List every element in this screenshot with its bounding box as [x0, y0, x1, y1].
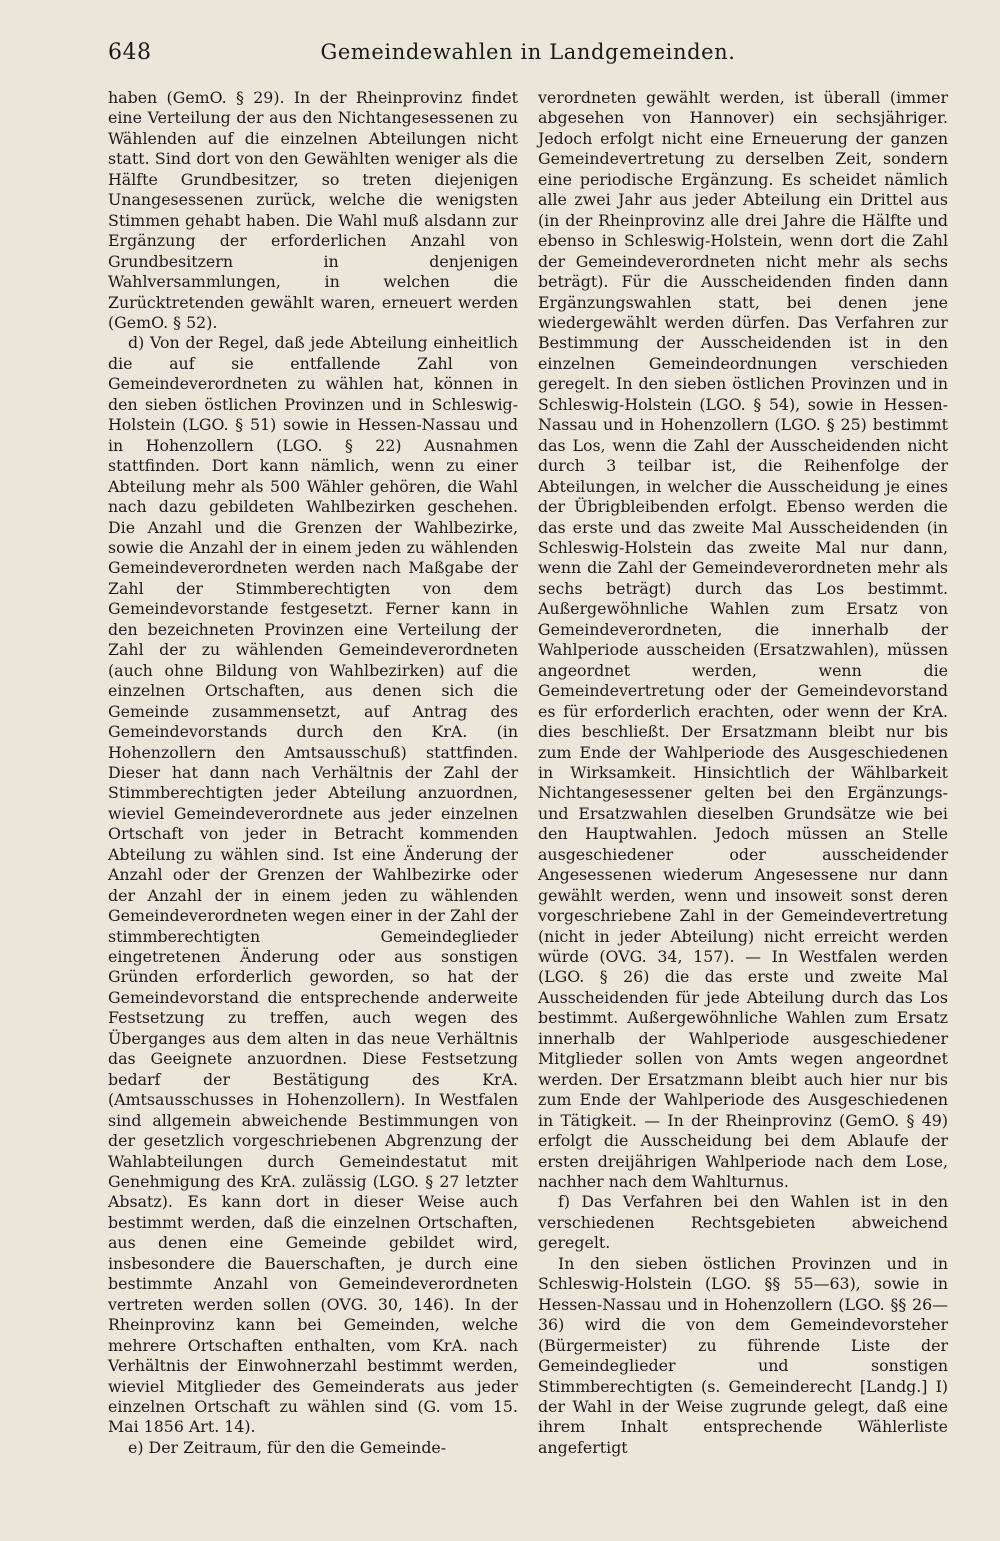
left-paragraph-e: e) Der Zeitraum, für den die Gemeinde-	[128, 1437, 447, 1457]
right-paragraph-1: verordneten gewählt werden, ist überall (immer abgesehen von Hannover) ein sechsjähriger. Jedoch erfolgt nicht eine Erneuerung der ganzen Gemeindevertretung zu derselben Zeit, sondern eine periodische Ergänzung. Es scheidet nämlich alle zwei Jahr aus jeder Abteilung ein Drittel aus (in der Rheinprovinz alle drei Jahre die Hälfte und ebenso in Schleswig-Holstein, wenn dort die Zahl der Gemeindeverordneten nicht mehr als sechs beträgt). Für die Ausscheidenden finden dann Ergänzungswahlen statt, bei denen jene wiedergewählt werden dürfen. Das Verfahren zur Bestimmung der Ausscheidenden ist in den einzelnen Gemeindeordnungen verschieden geregelt. In den sieben östlichen Provinzen und in Schleswig-Holstein (LGO. § 54), sowie in Hessen-Nassau und in Hohenzollern (LGO. § 25) bestimmt das Los, wenn die Zahl der Ausscheidenden nicht durch 3 teilbar ist, die Reihenfolge der Abteilungen, in welcher die Ausscheidung je eines der Übrigbleibenden erfolgt. Ebenso werden die das erste und das zweite Mal Ausscheidenden (in Schleswig-Holstein das zweite Mal nur dann, wenn die Zahl der Gemeindeverordneten mehr als sechs beträgt) durch das Los bestimmt. Außergewöhnliche Wahlen zum Ersatz von Gemeindeverordneten, die innerhalb der Wahlperiode ausscheiden (Ersatzwahlen), müssen angeordnet werden, wenn die Gemeindevertretung oder der Gemeindevorstand es für erforderlich erachten, oder wenn der KrA. dies beschließt. Der Ersatzmann bleibt nur bis zum Ende der Wahlperiode des Ausgeschiedenen in Wirksamkeit. Hinsichtlich der Wählbarkeit Nichtangesessener gelten bei den Ergänzungs- und Ersatzwahlen dieselben Grundsätze wie bei den Hauptwahlen. Jedoch müssen an Stelle ausgeschiedener oder ausscheidender Angesessenen wiederum Angesessene nur dann gewählt werden, wenn und insoweit sonst deren vorgeschriebene Zahl in der Gemeindevertretung (nicht in jeder Abteilung) nicht erreicht werden würde (OVG. 34, 157). — In Westfalen werden (LGO. § 26) die das erste und zweite Mal Ausscheidenden für jede Abteilung durch das Los bestimmt. Außergewöhnliche Wahlen zum Ersatz innerhalb der Wahlperiode ausgeschiedener Mitglieder sollen von Amts wegen angeordnet werden. Der Ersatzmann bleibt auch hier nur bis zum Ende der Wahlperiode des Ausgeschiedenen in Tätigkeit. — In der Rheinprovinz (GemO. § 49) erfolgt die Ausscheidung bei dem Ablaufe der ersten dreijährigen Wahlperiode nach dem Lose, nachher nach dem Wahlturnus.	[538, 88, 948, 1192]
running-title: Gemeindewahlen in Landgemeinden.	[320, 40, 736, 64]
page-number: 648	[108, 40, 152, 65]
left-paragraph-1: haben (GemO. § 29). In der Rheinprovinz findet eine Verteilung der aus den Nichtangesessenen zu Wählenden auf die einzelnen Abteilungen nicht statt. Sind dort von den Gewählten weniger als die Hälfte Grundbesitzer, so treten diejenigen Unangesessenen zurück, welche die wenigsten Stimmen gehabt haben. Die Wahl muß alsdann zur Ergänzung der erforderlichen Anzahl von Grundbesitzern in denjenigen Wahlversammlungen, in welchen die Zurücktretenden gewählt waren, erneuert werden (GemO. § 52).	[108, 88, 518, 332]
page-header	[108, 40, 948, 74]
right-column	[538, 88, 948, 1458]
left-paragraph-d: d) Von der Regel, daß jede Abteilung einheitlich die auf sie entfallende Zahl von Gemeindeverordneten zu wählen hat, können in den sieben östlichen Provinzen und in Schleswig-Holstein (LGO. § 51) sowie in Hessen-Nassau und in Hohenzollern (LGO. § 22) Ausnahmen stattfinden. Dort kann nämlich, wenn zu einer Abteilung mehr als 500 Wähler gehören, die Wahl nach dazu gebildeten Wahlbezirken geschehen. Die Anzahl und die Grenzen der Wahlbezirke, sowie die Anzahl der in einem jeden zu wählenden Gemeindeverordneten werden nach Maßgabe der Zahl der Stimmberechtigten von dem Gemeindevorstande festgesetzt. Ferner kann in den bezeichneten Provinzen eine Verteilung der Zahl der zu wählenden Gemeindeverordneten (auch ohne Bildung von Wahlbezirken) auf die einzelnen Ortschaften, aus denen sich die Gemeinde zusammensetzt, auf Antrag des Gemeindevorstands durch den KrA. (in Hohenzollern den Amtsausschuß) stattfinden. Dieser hat dann nach Verhältnis der Zahl der Stimmberechtigten jeder Abteilung anzuordnen, wieviel Gemeindeverordnete aus jeder einzelnen Ortschaft von jeder in Betracht kommenden Abteilung zu wählen sind. Ist eine Änderung der Anzahl oder der Grenzen der Wahlbezirke oder der Anzahl der in einem jeden zu wählenden Gemeindeverordneten wegen einer in der Zahl der stimmberechtigten Gemeindeglieder eingetretenen Änderung oder aus sonstigen Gründen erforderlich geworden, so hat der Gemeindevorstand die entsprechende anderweite Festsetzung zu treffen, auch wegen des Überganges aus dem alten in das neue Verhältnis das Geeignete anzuordnen. Diese Festsetzung bedarf der Bestätigung des KrA. (Amtsausschusses in Hohenzollern). In Westfalen sind allgemein abweichende Bestimmungen von der gesetzlich vorgeschriebenen Abgrenzung der Wahlabteilungen durch Gemeindestatut mit Genehmigung des KrA. zulässig (LGO. § 27 letzter Absatz). Es kann dort in dieser Weise auch bestimmt werden, daß die einzelnen Ortschaften, aus denen eine Gemeinde gebildet wird, insbesondere die Bauerschaften, je durch eine bestimmte Anzahl von Gemeindeverordneten vertreten werden sollen (OVG. 30, 146). In der Rheinprovinz kann bei Gemeinden, welche mehrere Ortschaften enthalten, vom KrA. nach Verhältnis der Einwohnerzahl bestimmt werden, wieviel Mitglieder des Gemeinderats aus jeder einzelnen Ortschaft zu wählen sind (G. vom 15. Mai 1856 Art. 14).	[108, 333, 518, 1437]
left-column	[108, 88, 518, 1458]
right-paragraph-3: In den sieben östlichen Provinzen und in Schleswig-Holstein (LGO. §§ 55—63), sowie in Hessen-Nassau und in Hohenzollern (LGO. §§ 26—36) wird die von dem Gemeindevorsteher (Bürgermeister) zu führende Liste der Gemeindeglieder und sonstigen Stimmberechtigten (s. Gemeinderecht [Landg.] I) der Wahl in der Weise zugrunde gelegt, daß eine ihrem Inhalt entsprechende Wählerliste angefertigt	[538, 1253, 948, 1457]
right-paragraph-f: f) Das Verfahren bei den Wahlen ist in den verschiedenen Rechtsgebieten abweichend geregelt.	[538, 1192, 948, 1253]
